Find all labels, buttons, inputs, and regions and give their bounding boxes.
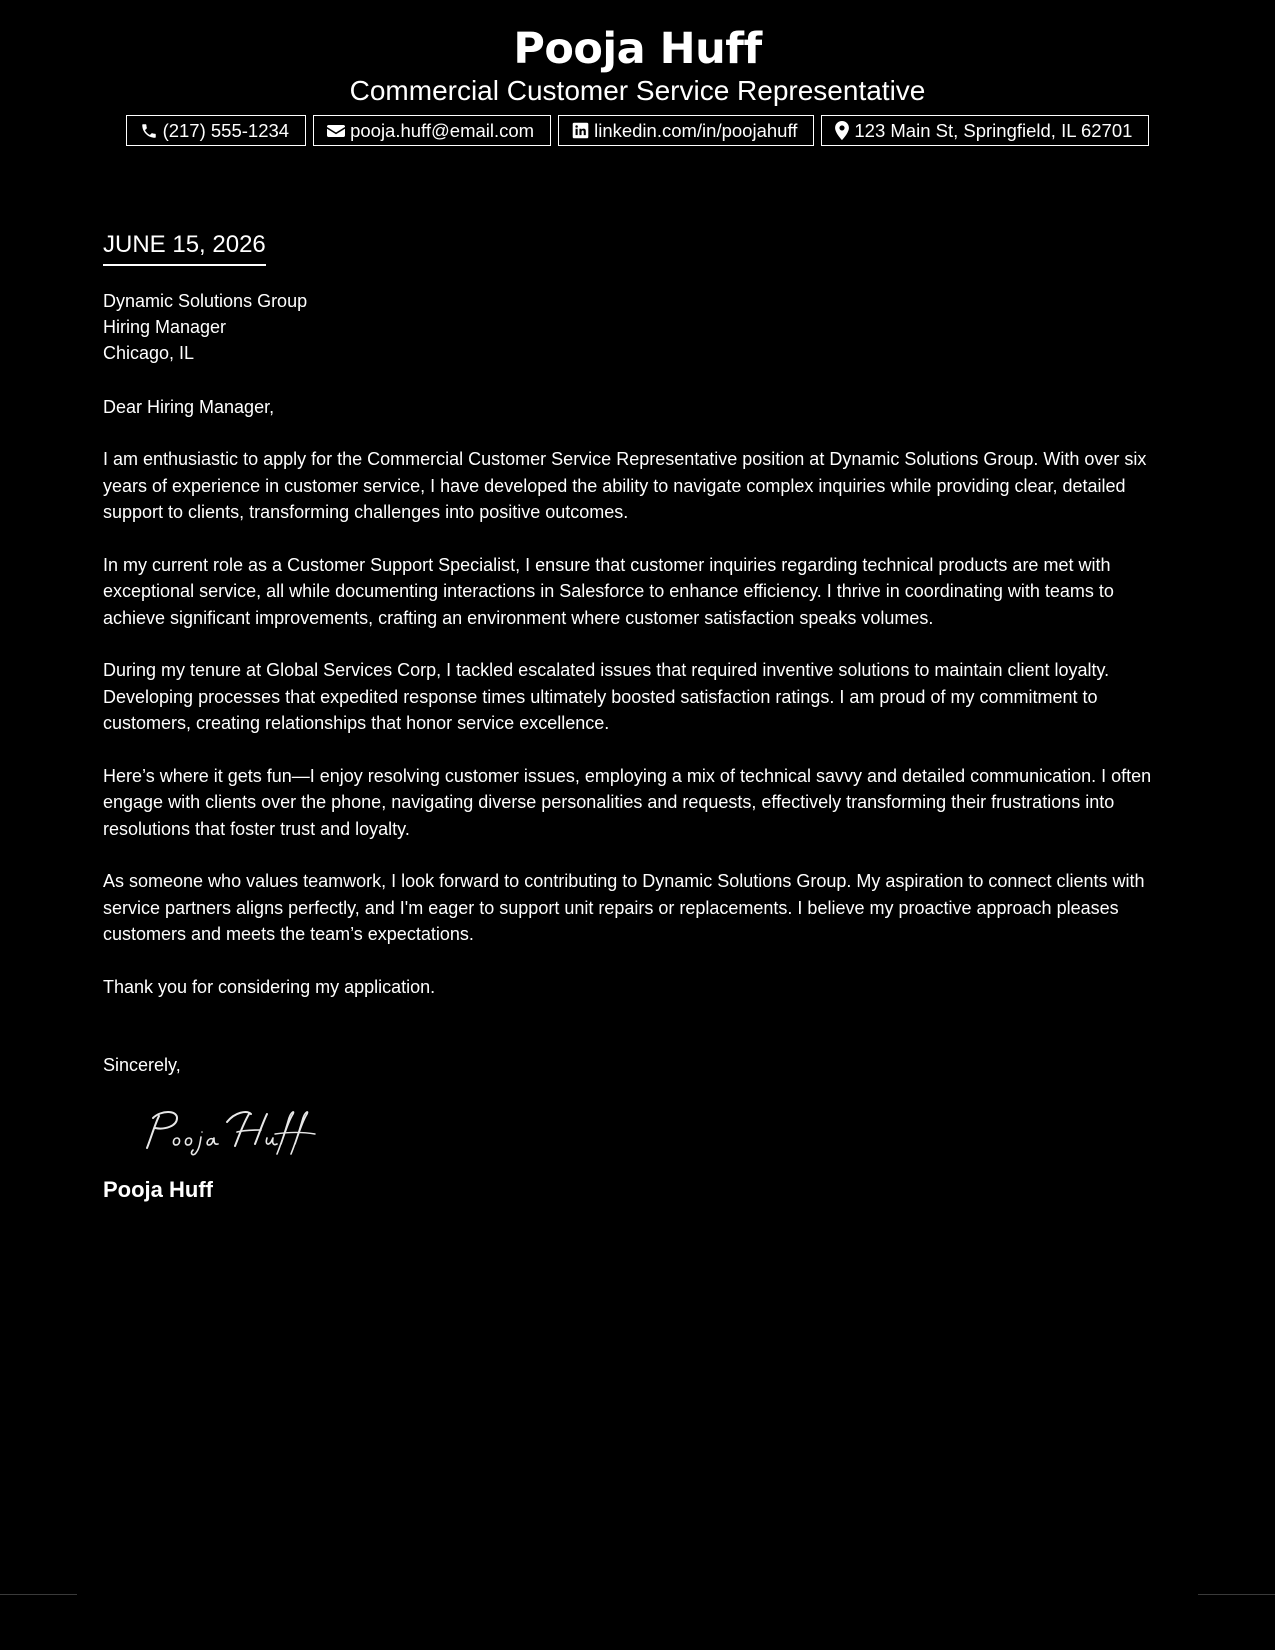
contact-bar xyxy=(0,115,1275,146)
phone-icon xyxy=(140,122,158,140)
letter-date: JUNE 15, 2026 xyxy=(103,230,266,266)
recipient-block xyxy=(103,288,1178,366)
applicant-title: Commercial Customer Service Representative xyxy=(349,75,926,106)
footer-divider-right xyxy=(1198,1594,1275,1595)
applicant-name: Pooja Huff xyxy=(513,24,762,74)
recipient-role: Hiring Manager xyxy=(103,317,227,337)
salutation: Dear Hiring Manager, xyxy=(103,397,275,417)
envelope-icon xyxy=(327,123,345,139)
contact-linkedin[interactable] xyxy=(558,115,814,146)
contact-phone-text: (217) 555-1234 xyxy=(162,119,290,141)
body-paragraph: Thank you for considering my application. xyxy=(103,976,436,997)
recipient-company: Dynamic Solutions Group xyxy=(103,291,308,311)
body-paragraph: During my tenure at Global Services Corp, I tackled escalated issues that required inventive solutions to maintain client loyalty. Developing processes that expedited response times ultimately boosted satisfaction ratings. I am proud of my commitment to customers, creating relationships that honor service excellence. xyxy=(103,660,1110,733)
letter-header xyxy=(0,22,1275,146)
closing: Sincerely, xyxy=(103,1055,181,1075)
body-paragraph: As someone who values teamwork, I look forward to contributing to Dynamic Solutions Group. My aspiration to connect clients with service partners aligns perfectly, and I'm eager to support unit repairs or replacements. I believe my proactive approach pleases customers and meets the team’s expectations. xyxy=(103,871,1145,944)
contact-phone[interactable] xyxy=(126,115,307,146)
contact-email[interactable] xyxy=(313,115,551,146)
contact-address-text: 123 Main St, Springfield, IL 62701 xyxy=(854,119,1133,141)
signer-name: Pooja Huff xyxy=(103,1177,213,1202)
body-paragraph: Here’s where it gets fun—I enjoy resolving customer issues, employing a mix of technical savvy and detailed communication. I often engage with clients over the phone, navigating diverse personalities and requests, effectively transforming their frustrations into resolutions that foster trust and loyalty. xyxy=(103,765,1152,839)
body-paragraph: In my current role as a Customer Support Specialist, I ensure that customer inquiries regarding technical products are met with exceptional service, all while documenting interactions in Salesforce to enhance efficiency. I thrive in coordinating with teams to achieve significant improvements, crafting an environment where customer satisfaction speaks volumes. xyxy=(103,554,1114,628)
contact-linkedin-text: linkedin.com/in/poojahuff xyxy=(594,119,798,141)
contact-email-text: pooja.huff@email.com xyxy=(350,119,535,141)
recipient-location: Chicago, IL xyxy=(103,343,195,363)
linkedin-icon xyxy=(572,122,589,139)
map-pin-icon xyxy=(835,121,849,140)
contact-address[interactable] xyxy=(821,115,1149,146)
letter-body xyxy=(103,230,1178,1204)
footer-divider-left xyxy=(0,1594,77,1595)
signature-image xyxy=(139,1104,329,1156)
body-paragraph: I am enthusiastic to apply for the Commercial Customer Service Representative position at Dynamic Solutions Group. With over six years of experience in customer service, I have developed the ability to navigate complex inquiries while providing clear, detailed support to clients, transforming challenges into positive outcomes. xyxy=(103,449,1147,522)
